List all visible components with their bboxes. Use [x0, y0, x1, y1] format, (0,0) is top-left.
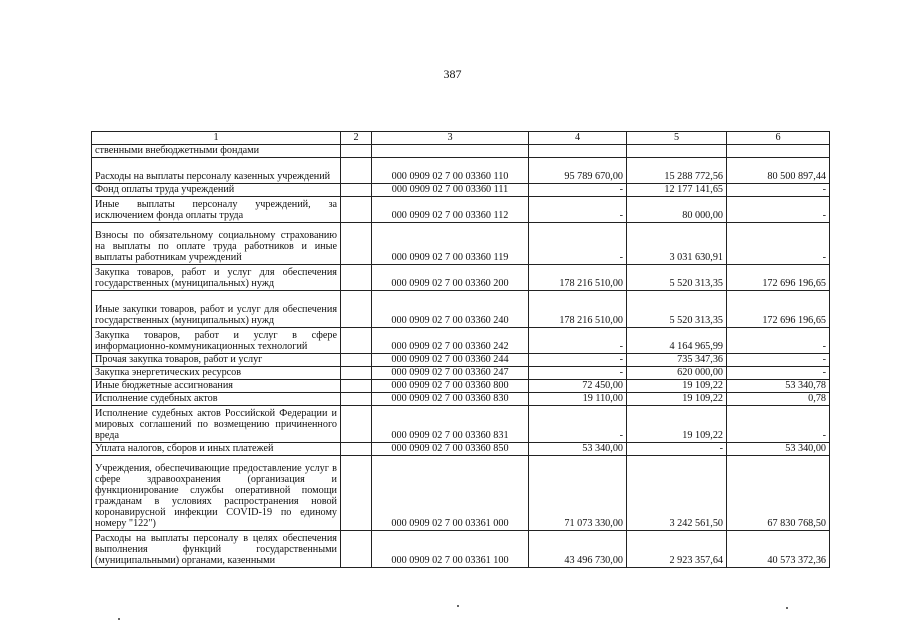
row-name-cell: Взносы по обязательному социальному страхованию на выплаты по оплате труда работников и иные выплаты работникам учреждений — [92, 223, 341, 265]
column-header-4: 4 — [529, 132, 627, 145]
row-code-cell: 000 0909 02 7 00 03360 240 — [372, 291, 529, 328]
row-amount-col5-cell: 2 923 357,64 — [627, 531, 727, 568]
row-amount-col6-cell: 0,78 — [727, 393, 830, 406]
row-name-cell: Закупка энергетических ресурсов — [92, 367, 341, 380]
row-amount-col5-cell: 4 164 965,99 — [627, 328, 727, 354]
row-amount-col5-cell: - — [627, 443, 727, 456]
row-column-2-cell — [341, 406, 372, 443]
scan-speck — [786, 607, 788, 609]
row-name-cell: ственными внебюджетными фондами — [92, 145, 341, 158]
row-name-cell: Расходы на выплаты персоналу в целях обеспечения выполнения функций государственными (муниципальными) органами, казенными — [92, 531, 341, 568]
row-code-cell: 000 0909 02 7 00 03361 000 — [372, 456, 529, 531]
row-amount-col6-cell: - — [727, 197, 830, 223]
table-row — [92, 531, 830, 568]
row-amount-col5-cell: 735 347,36 — [627, 354, 727, 367]
row-code-cell: 000 0909 02 7 00 03360 247 — [372, 367, 529, 380]
table-row — [92, 328, 830, 354]
row-amount-col5-cell: 3 031 630,91 — [627, 223, 727, 265]
page-number: 387 — [443, 67, 462, 81]
table-row — [92, 184, 830, 197]
table-row — [92, 197, 830, 223]
row-column-2-cell — [341, 223, 372, 265]
row-amount-col4-cell: - — [529, 354, 627, 367]
row-amount-col4-cell: 43 496 730,00 — [529, 531, 627, 568]
row-column-2-cell — [341, 531, 372, 568]
scan-speck — [457, 605, 459, 607]
row-column-2-cell — [341, 291, 372, 328]
row-amount-col6-cell: 53 340,00 — [727, 443, 830, 456]
table-row — [92, 145, 830, 158]
row-code-cell — [372, 145, 529, 158]
row-code-cell: 000 0909 02 7 00 03360 111 — [372, 184, 529, 197]
row-code-cell: 000 0909 02 7 00 03360 242 — [372, 328, 529, 354]
row-amount-col4-cell: - — [529, 406, 627, 443]
row-name-cell: Уплата налогов, сборов и иных платежей — [92, 443, 341, 456]
row-amount-col4-cell: - — [529, 367, 627, 380]
table-row — [92, 223, 830, 265]
row-amount-col6-cell: - — [727, 406, 830, 443]
row-amount-col5-cell: 620 000,00 — [627, 367, 727, 380]
row-column-2-cell — [341, 456, 372, 531]
row-code-cell: 000 0909 02 7 00 03360 112 — [372, 197, 529, 223]
table-row — [92, 265, 830, 291]
row-name-cell: Закупка товаров, работ и услуг для обеспечения государственных (муниципальных) нужд — [92, 265, 341, 291]
row-amount-col6-cell: 53 340,78 — [727, 380, 830, 393]
row-amount-col6-cell: 67 830 768,50 — [727, 456, 830, 531]
header-row — [92, 132, 830, 145]
row-name-cell: Исполнение судебных актов — [92, 393, 341, 406]
table-row — [92, 354, 830, 367]
row-name-cell: Иные бюджетные ассигнования — [92, 380, 341, 393]
row-amount-col4-cell: 72 450,00 — [529, 380, 627, 393]
row-amount-col4-cell: - — [529, 197, 627, 223]
table-row — [92, 456, 830, 531]
row-column-2-cell — [341, 367, 372, 380]
row-amount-col6-cell: - — [727, 328, 830, 354]
row-amount-col4-cell: 19 110,00 — [529, 393, 627, 406]
row-column-2-cell — [341, 184, 372, 197]
row-amount-col5-cell: 12 177 141,65 — [627, 184, 727, 197]
row-name-cell: Расходы на выплаты персоналу казенных учреждений — [92, 158, 341, 184]
row-amount-col5-cell: 80 000,00 — [627, 197, 727, 223]
row-amount-col4-cell: - — [529, 184, 627, 197]
row-column-2-cell — [341, 443, 372, 456]
row-amount-col5-cell: 19 109,22 — [627, 393, 727, 406]
budget-table — [91, 131, 830, 568]
row-code-cell: 000 0909 02 7 00 03360 119 — [372, 223, 529, 265]
row-amount-col6-cell: - — [727, 354, 830, 367]
row-column-2-cell — [341, 197, 372, 223]
column-header-1: 1 — [92, 132, 341, 145]
row-name-cell: Иные закупки товаров, работ и услуг для обеспечения государственных (муниципальных) нужд — [92, 291, 341, 328]
row-name-cell: Фонд оплаты труда учреждений — [92, 184, 341, 197]
row-code-cell: 000 0909 02 7 00 03360 244 — [372, 354, 529, 367]
row-amount-col6-cell — [727, 145, 830, 158]
row-name-cell: Иные выплаты персоналу учреждений, за исключением фонда оплаты труда — [92, 197, 341, 223]
row-amount-col4-cell: 53 340,00 — [529, 443, 627, 456]
row-code-cell: 000 0909 02 7 00 03360 831 — [372, 406, 529, 443]
row-amount-col6-cell: - — [727, 184, 830, 197]
row-amount-col4-cell — [529, 145, 627, 158]
row-amount-col6-cell: 40 573 372,36 — [727, 531, 830, 568]
row-column-2-cell — [341, 393, 372, 406]
table-row — [92, 291, 830, 328]
row-column-2-cell — [341, 158, 372, 184]
row-column-2-cell — [341, 380, 372, 393]
row-name-cell: Прочая закупка товаров, работ и услуг — [92, 354, 341, 367]
row-amount-col6-cell: - — [727, 223, 830, 265]
row-code-cell: 000 0909 02 7 00 03360 800 — [372, 380, 529, 393]
row-amount-col4-cell: 71 073 330,00 — [529, 456, 627, 531]
row-amount-col5-cell — [627, 145, 727, 158]
table-row — [92, 158, 830, 184]
table-row — [92, 380, 830, 393]
row-name-cell: Закупка товаров, работ и услуг в сфере информационно-коммуникационных технологий — [92, 328, 341, 354]
row-amount-col5-cell: 5 520 313,35 — [627, 265, 727, 291]
row-amount-col5-cell: 19 109,22 — [627, 380, 727, 393]
row-code-cell: 000 0909 02 7 00 03360 110 — [372, 158, 529, 184]
row-amount-col6-cell: - — [727, 367, 830, 380]
row-code-cell: 000 0909 02 7 00 03360 830 — [372, 393, 529, 406]
row-amount-col4-cell: 95 789 670,00 — [529, 158, 627, 184]
table-row — [92, 367, 830, 380]
row-code-cell: 000 0909 02 7 00 03360 850 — [372, 443, 529, 456]
row-column-2-cell — [341, 328, 372, 354]
column-header-6: 6 — [727, 132, 830, 145]
row-amount-col6-cell: 80 500 897,44 — [727, 158, 830, 184]
table-row — [92, 443, 830, 456]
row-amount-col5-cell: 5 520 313,35 — [627, 291, 727, 328]
row-name-cell: Учреждения, обеспечивающие предоставление услуг в сфере здравоохранения (организация и функционирование службы оперативной помощи гражданам в условиях распространения новой коронавирусной инфекции COVID-19 по единому номеру "122") — [92, 456, 341, 531]
row-amount-col5-cell: 15 288 772,56 — [627, 158, 727, 184]
column-header-3: 3 — [372, 132, 529, 145]
row-code-cell: 000 0909 02 7 00 03360 200 — [372, 265, 529, 291]
row-amount-col4-cell: 178 216 510,00 — [529, 291, 627, 328]
scan-speck — [118, 618, 120, 620]
table-row — [92, 393, 830, 406]
row-amount-col6-cell: 172 696 196,65 — [727, 265, 830, 291]
row-name-cell: Исполнение судебных актов Российской Федерации и мировых соглашений по возмещению причиненного вреда — [92, 406, 341, 443]
row-column-2-cell — [341, 354, 372, 367]
column-header-2: 2 — [341, 132, 372, 145]
table-row — [92, 406, 830, 443]
row-amount-col4-cell: - — [529, 328, 627, 354]
row-amount-col5-cell: 19 109,22 — [627, 406, 727, 443]
row-column-2-cell — [341, 145, 372, 158]
row-amount-col6-cell: 172 696 196,65 — [727, 291, 830, 328]
row-amount-col4-cell: - — [529, 223, 627, 265]
column-header-5: 5 — [627, 132, 727, 145]
row-amount-col5-cell: 3 242 561,50 — [627, 456, 727, 531]
row-code-cell: 000 0909 02 7 00 03361 100 — [372, 531, 529, 568]
row-column-2-cell — [341, 265, 372, 291]
row-amount-col4-cell: 178 216 510,00 — [529, 265, 627, 291]
